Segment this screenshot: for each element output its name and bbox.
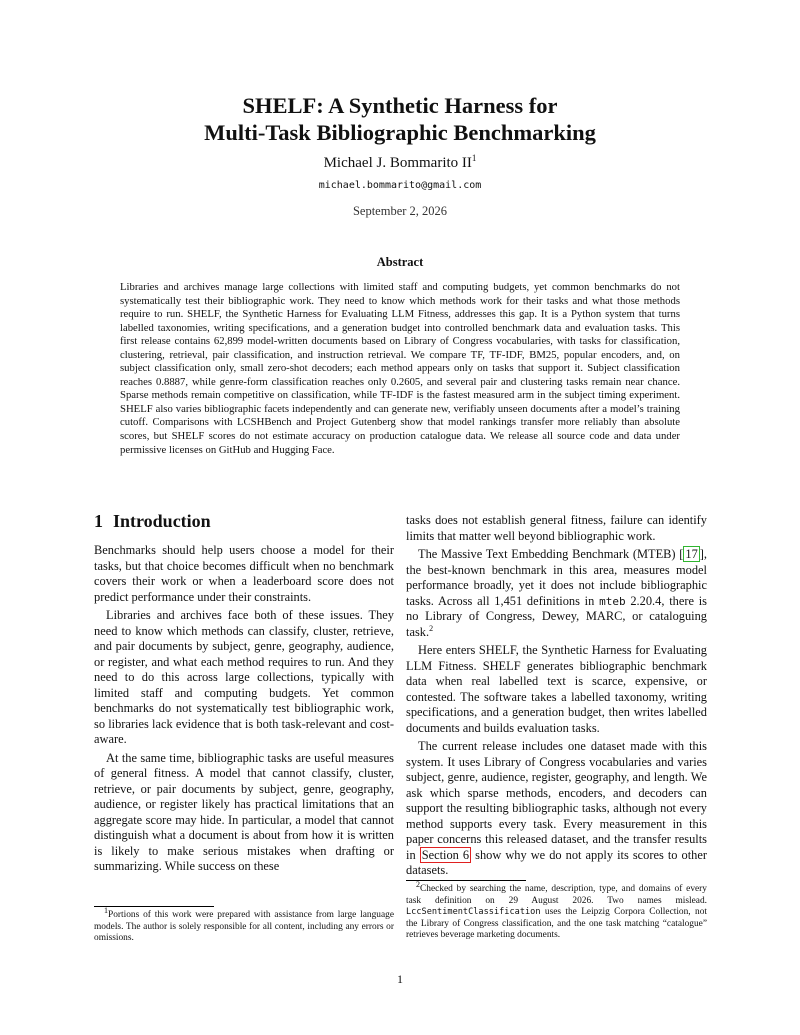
paper-title	[0, 92, 800, 146]
footnote-2-text-before: Checked by searching the name, description, type, and domains of every task definition on 29 August 2026. Two names mislead.	[406, 884, 707, 906]
title-line-2: Multi-Task Bibliographic Benchmarking	[204, 120, 596, 145]
intro-paragraph-6	[406, 739, 707, 879]
author-email[interactable]: michael.bommarito@gmail.com	[318, 180, 482, 191]
abstract-text: Libraries and archives manage large collections with limited staff and computing budgets, yet common benchmarks do not systematically test their bibliographic work. They need to know which methods work for their tasks and what those methods require to run. SHELF, the Synthetic Harness for Evaluating LLM Fitness, addresses this gap. It is a Python system that turns labelled taxonomies, writing specifications, and a generation budget into controlled benchmark data and evaluation tasks. This first release contains 62,899 model-written documents based on Library of Congress vocabularies, with tasks for classification, clustering, retrieval, pair classification, and instruction retrieval. We compare TF, TF-IDF, BM25, popular encoders, and, on subject classification only, small zero-shot decoders; each method appears only on tasks that support it. Subject classification reaches 0.8887, while genre-form classification reaches only 0.2605, and several pair and clustering tasks remain near chance. Sparse methods remain competitive on classification, while TF-IDF is the fastest measured arm in the subject timing experiment. SHELF also varies bibliographic facets independently and can generate new, verifiably unseen documents after a model’s training cutoff. Comparisons with LCSHBench and Project Gutenberg show that model rankings transfer more reliably than absolute scores, but SHELF scores do not estimate accuracy on production catalogue data. We release all source code and data under permissive licenses on GitHub and Hugging Face.	[120, 281, 680, 456]
footnote-1-text: Portions of this work were prepared with assistance from large language models. The author is solely responsible for all content, including any errors or omissions.	[94, 910, 394, 943]
footnote-mark-2[interactable]: 2	[429, 623, 434, 633]
intro-paragraph-1: Benchmarks should help users choose a model for their tasks, but that choice becomes difficult when no benchmark covers their work or when a leaderboard score does not predict performance under their constraints.	[94, 543, 394, 604]
intro-paragraph-3-continued: tasks does not establish general fitness, failure can identify limits that matter well beyond bibliographic work.	[406, 513, 707, 543]
section-heading-introduction	[94, 511, 211, 532]
footnote-1	[94, 905, 394, 945]
footnote-divider-left	[94, 906, 214, 907]
p4-text-before: The Massive Text Embedding Benchmark (MTEB) [	[418, 547, 684, 561]
author-name: Michael J. Bommarito II	[323, 155, 472, 171]
page-number: 1	[397, 972, 403, 986]
footnote-2-text-after: uses the Leipzig Corpora Collection, not the Library of Congress classification, and the one task matching “catalogue” retrieves beverage marketing documents.	[406, 907, 707, 940]
intro-paragraph-3: At the same time, bibliographic tasks are useful measures of general fitness. A model that cannot classify, cluster, retrieve, or pair documents by subject, genre, geography, audience, or register likely has practical limitations that an aggregate score may hide. In particular, a model that cannot distinguish what a document is about from how it is written is likely to make serious mistakes when drafting or summarizing. While success on these	[94, 750, 394, 873]
title-line-1: SHELF: A Synthetic Harness for	[242, 93, 558, 118]
intro-paragraph-5: Here enters SHELF, the Synthetic Harness for Evaluating LLM Fitness. SHELF generates bibliographic benchmark data when real labelled text is scarce, expensive, or contested. The software takes a labelled taxonomy, writing specifications, and a generation budget, then writes labelled documents and builds evaluation tasks.	[406, 643, 707, 735]
p4-text-after: 2.20.4, there is no Library of Congress, Dewey, MARC, or cataloguing task.	[406, 593, 707, 639]
paper-date: September 2, 2026	[352, 204, 448, 218]
section-number: 1	[94, 511, 103, 531]
p4-text-mid: ], the best-known benchmark in this area, measures model performance broadly, yet it does not include bibliographic tasks. Across all 1,451 definitions in	[406, 547, 707, 608]
footnote-2-mark: 2	[416, 879, 420, 889]
intro-paragraph-2: Libraries and archives face both of these issues. They need to know which methods can classify, cluster, retrieve, and pair documents by subject, genre, geography, audience, or register, and what each method requires to run. And they need to do this across large collections, typically with limited staff and computing budgets. Yet common benchmarks do not systematically test bibliographic work, so libraries lack evidence that is both task-relevant and cost-aware.	[94, 608, 394, 746]
citation-link[interactable]: 17	[685, 547, 698, 561]
footnote-divider-right	[406, 880, 526, 881]
p6-text-after: show why we do not apply its scores to other datasets.	[406, 847, 707, 877]
inline-code-mteb: mteb	[599, 594, 626, 608]
section-6-link[interactable]: Section 6	[421, 847, 470, 862]
left-column	[94, 543, 394, 875]
author-footnote-mark[interactable]: 1	[471, 153, 477, 163]
p6-text-before: The current release includes one dataset made with this system. It uses Library of Congress vocabularies and varies subject, genre, audience, register, geography, and length. We ask which sparse methods, encoders, and decoders can support the resulting bibliographic tasks, although not every method supports every task. Every measurement in this paper concerns this released dataset, and the transfer results in	[406, 739, 707, 862]
right-column	[406, 513, 707, 879]
footnote-2	[406, 879, 707, 942]
author-line	[0, 155, 800, 172]
intro-paragraph-4	[406, 547, 707, 640]
section-title: Introduction	[113, 511, 211, 531]
footnote-2-code: LccSentimentClassification	[406, 907, 541, 917]
footnote-1-mark: 1	[104, 905, 108, 915]
abstract-heading: Abstract	[376, 255, 424, 269]
